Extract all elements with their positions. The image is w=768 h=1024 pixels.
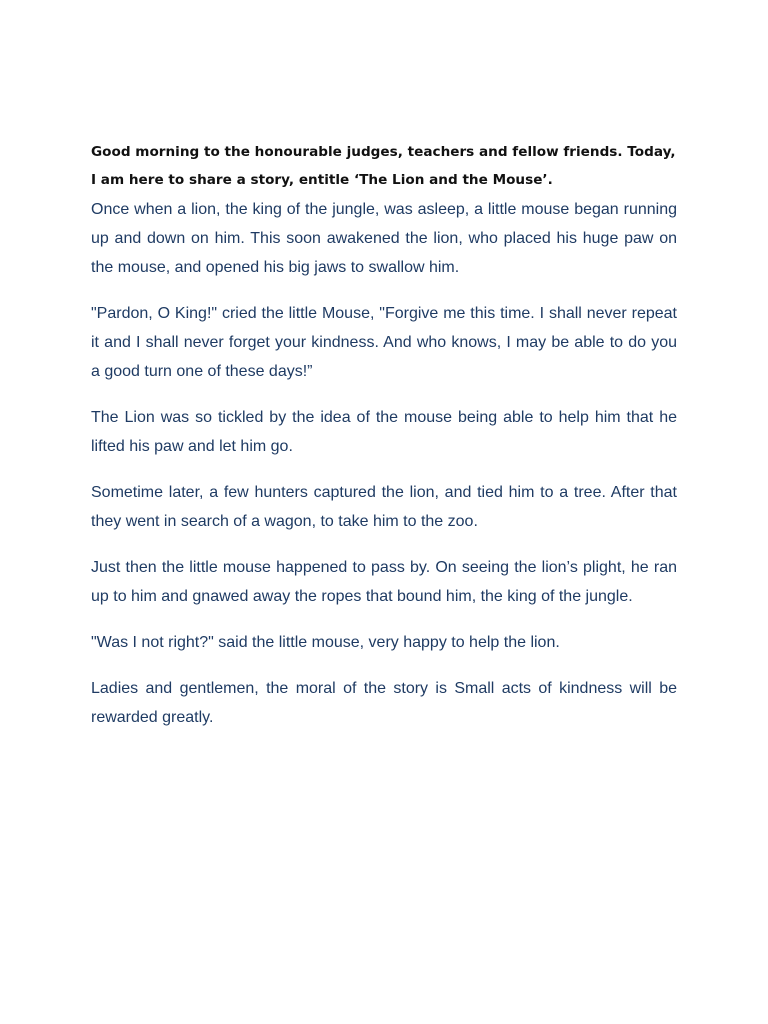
speech-intro: Good morning to the honourable judges, teachers and fellow friends. Today, I am here to share a story, entitle ‘The Lion and the Mouse’. (91, 144, 676, 188)
story-paragraph-3: The Lion was so tickled by the idea of the mouse being able to help him that he lifted his paw and let him go. (91, 409, 677, 455)
story-paragraph-1: Once when a lion, the king of the jungle, was asleep, a little mouse began running up and down on him. This soon awakened the lion, who placed his huge paw on the mouse, and opened his big jaws to swallow him. (91, 201, 677, 276)
speech-content (91, 138, 677, 749)
story-paragraph-5: Just then the little mouse happened to pass by. On seeing the lion’s plight, he ran up to him and gnawed away the ropes that bound him, the king of the jungle. (91, 559, 677, 605)
story-paragraph-4: Sometime later, a few hunters captured the lion, and tied him to a tree. After that they went in search of a wagon, to take him to the zoo. (91, 484, 677, 530)
story-paragraph-6: "Was I not right?" said the little mouse, very happy to help the lion. (91, 634, 560, 651)
story-paragraph-2: "Pardon, O King!" cried the little Mouse, "Forgive me this time. I shall never repeat it and I shall never forget your kindness. And who knows, I may be able to do you a good turn one of these days!” (91, 305, 677, 380)
moral-paragraph: Ladies and gentlemen, the moral of the story is Small acts of kindness will be rewarded greatly. (91, 680, 677, 726)
